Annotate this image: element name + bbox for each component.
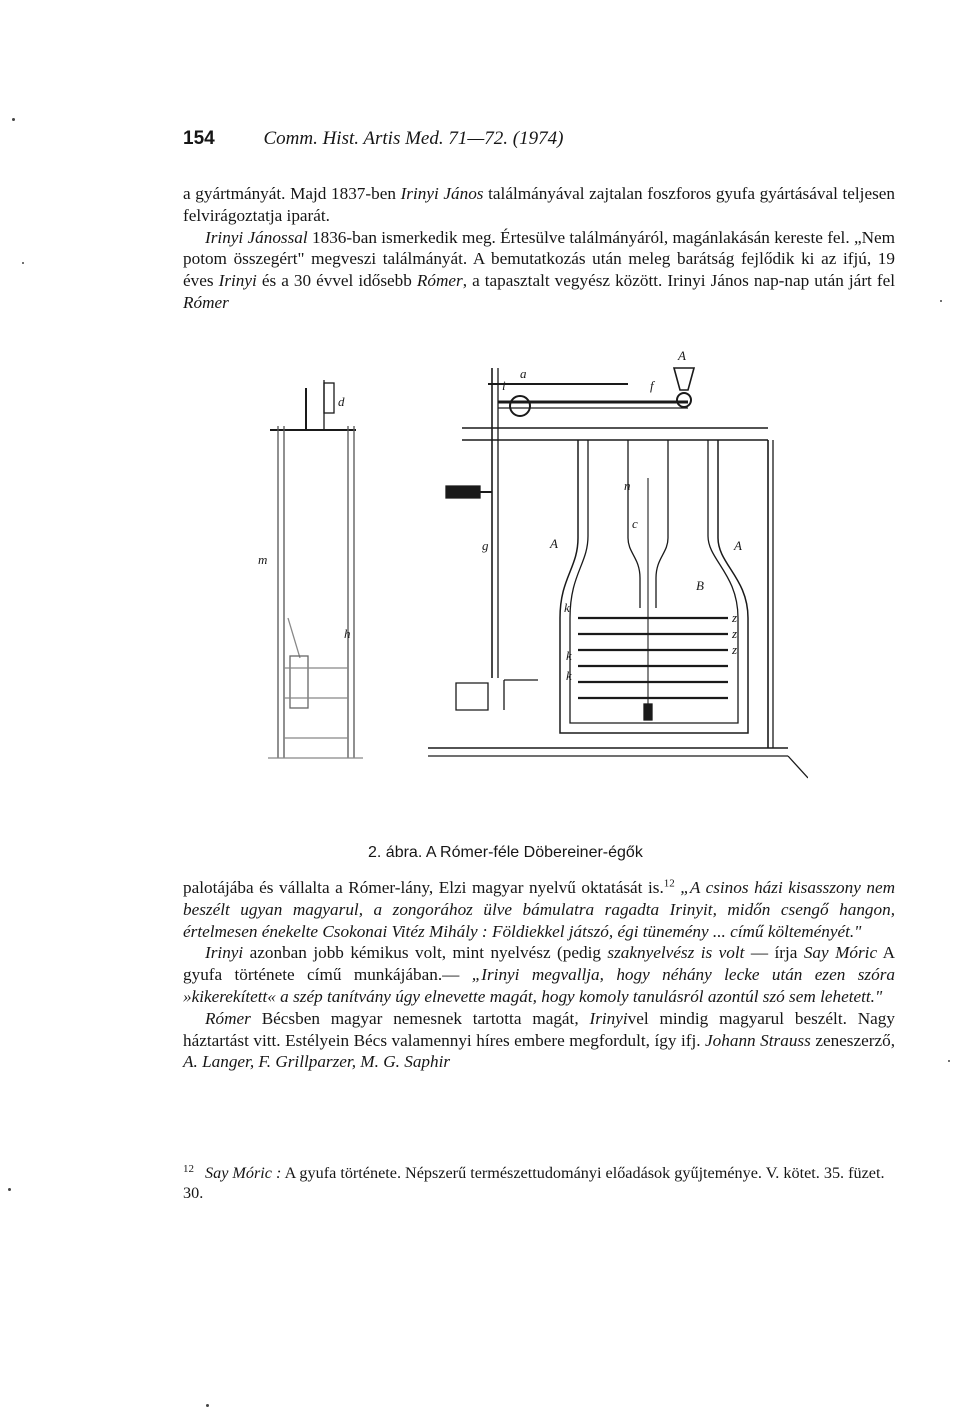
label-B: B — [696, 578, 704, 593]
person-name: Irinyi — [205, 943, 244, 963]
emphasis: szaknyelvész is volt — [607, 943, 745, 963]
label-g: g — [482, 538, 489, 553]
label-z2: z — [732, 626, 738, 641]
scan-speck — [206, 1404, 209, 1407]
figure-caption: 2. ábra. A Rómer-féle Döbereiner-égők — [368, 844, 643, 861]
text-run: a gyártmányát. Majd 1837-ben — [183, 184, 401, 203]
person-name: Johann Strauss — [705, 1030, 811, 1050]
footnote-text: A gyufa története. Népszerű természettudományi előadások gyűjteménye. V. kötet. 35. füzet. 30. — [183, 1164, 885, 1202]
label-z1: z — [732, 610, 738, 625]
text-run: azonban jobb kémikus volt, mint nyelvész (pedig — [243, 943, 608, 963]
text-run: , a tapasztalt vegyész között. Irinyi János nap-nap után járt fel — [462, 271, 895, 291]
label-k3: k — [566, 668, 572, 683]
person-name: Rómer — [416, 271, 463, 291]
main-apparatus — [428, 368, 808, 778]
figure-dobereiner-lamp — [248, 338, 808, 838]
page-number: 154 — [183, 128, 215, 149]
paragraph — [183, 183, 895, 227]
label-h: h — [344, 626, 351, 641]
label-k2: k — [566, 648, 572, 663]
paragraph — [183, 942, 895, 1007]
paragraph — [183, 877, 895, 942]
person-name: Irinyi Jánossal — [205, 227, 308, 247]
quotation: „Irinyi megvallja, hogy néhány lecke után ezen szóra »kikerekített« a szép tanítvány úgy elnevette magát, hogy komoly tanulásról azontúl szó sem lehetett." — [183, 965, 895, 1006]
page-header — [183, 126, 743, 156]
label-c: c — [632, 516, 638, 531]
text-run: és a 30 évvel idősebb — [256, 271, 417, 291]
label-m: m — [258, 552, 268, 567]
label-A-top: A — [678, 348, 686, 363]
scan-speck — [940, 300, 942, 302]
quotation: „A csinos házi kisasszony nem beszélt ugyan magyarul, a zongorához ülve bámulatra ragadta Irinyit, midőn csengő hangon, értelmesen énekelte Csokonai Vitéz Mihály : Földiekkel játszó, égi tünemény ... című költeményét." — [183, 878, 895, 941]
scan-speck — [948, 1060, 950, 1062]
label-k1: k — [564, 600, 570, 615]
top-text-block — [183, 183, 895, 314]
footnote: 12 Say Móric : A gyufa története. Népszerű természettudományi előadások gyűjteménye. V. kötet. 35. füzet. 30. — [183, 1162, 885, 1202]
label-d: d — [338, 394, 345, 409]
left-column — [268, 380, 363, 758]
text-run: Bécsben magyar nemesnek tartotta magát, — [250, 1008, 590, 1028]
label-A-right: A — [734, 538, 742, 553]
bottom-text-block — [183, 877, 895, 1073]
person-name: Irinyi — [589, 1008, 628, 1028]
person-name: Irinyi — [218, 271, 257, 291]
label-A-mid: A — [550, 536, 558, 551]
apparatus-drawing — [248, 338, 808, 838]
text-run: 1836-ban ismerkedik meg. Értesülve találmányáról, magánlakásán kereste fel. „Nem potom összegért" megveszi találmányát. A bemutatkozás után meleg barátság fejlődik ki az ifjú, 19 éves — [183, 227, 895, 291]
person-name: Rómer — [183, 292, 229, 312]
scan-speck — [8, 1188, 11, 1191]
text-run: találmányával zajtalan foszforos gyufa gyártásával teljesen felvirágoztatja iparát. — [183, 184, 895, 225]
journal-citation: Comm. Hist. Artis Med. 71—72. (1974) — [263, 128, 564, 149]
person-name: Rómer — [205, 1008, 251, 1028]
figure-labels — [258, 348, 742, 683]
label-z3: z — [732, 642, 738, 657]
scan-speck — [12, 118, 15, 121]
label-i: i — [502, 378, 506, 393]
person-name: Say Móric — [803, 943, 878, 963]
scan-speck — [22, 262, 24, 264]
text-run: palotájába és vállalta a Rómer-lány, Elzi magyar nyelvű oktatását is. — [183, 878, 664, 897]
label-a: a — [520, 366, 527, 381]
text-run: A gyufa története című munkájában.— — [183, 943, 895, 985]
footnote-author: Say Móric : — [205, 1164, 282, 1182]
text-run: zeneszerző, — [810, 1030, 895, 1050]
label-f: f — [650, 378, 654, 393]
person-names: A. Langer, F. Grillparzer, M. G. Saphir — [183, 1052, 451, 1072]
text-run: vel mindig magyarul beszélt. Nagy háztartást vitt. Estélyein Bécs valamennyi híres embere megfordult, így ifj. — [183, 1008, 895, 1050]
label-n: n — [624, 478, 631, 493]
paragraph — [183, 227, 895, 314]
person-name: Irinyi János — [400, 184, 484, 203]
paragraph — [183, 1008, 895, 1073]
text-run: — írja — [744, 943, 804, 963]
footnote-ref: 12 — [663, 877, 675, 890]
